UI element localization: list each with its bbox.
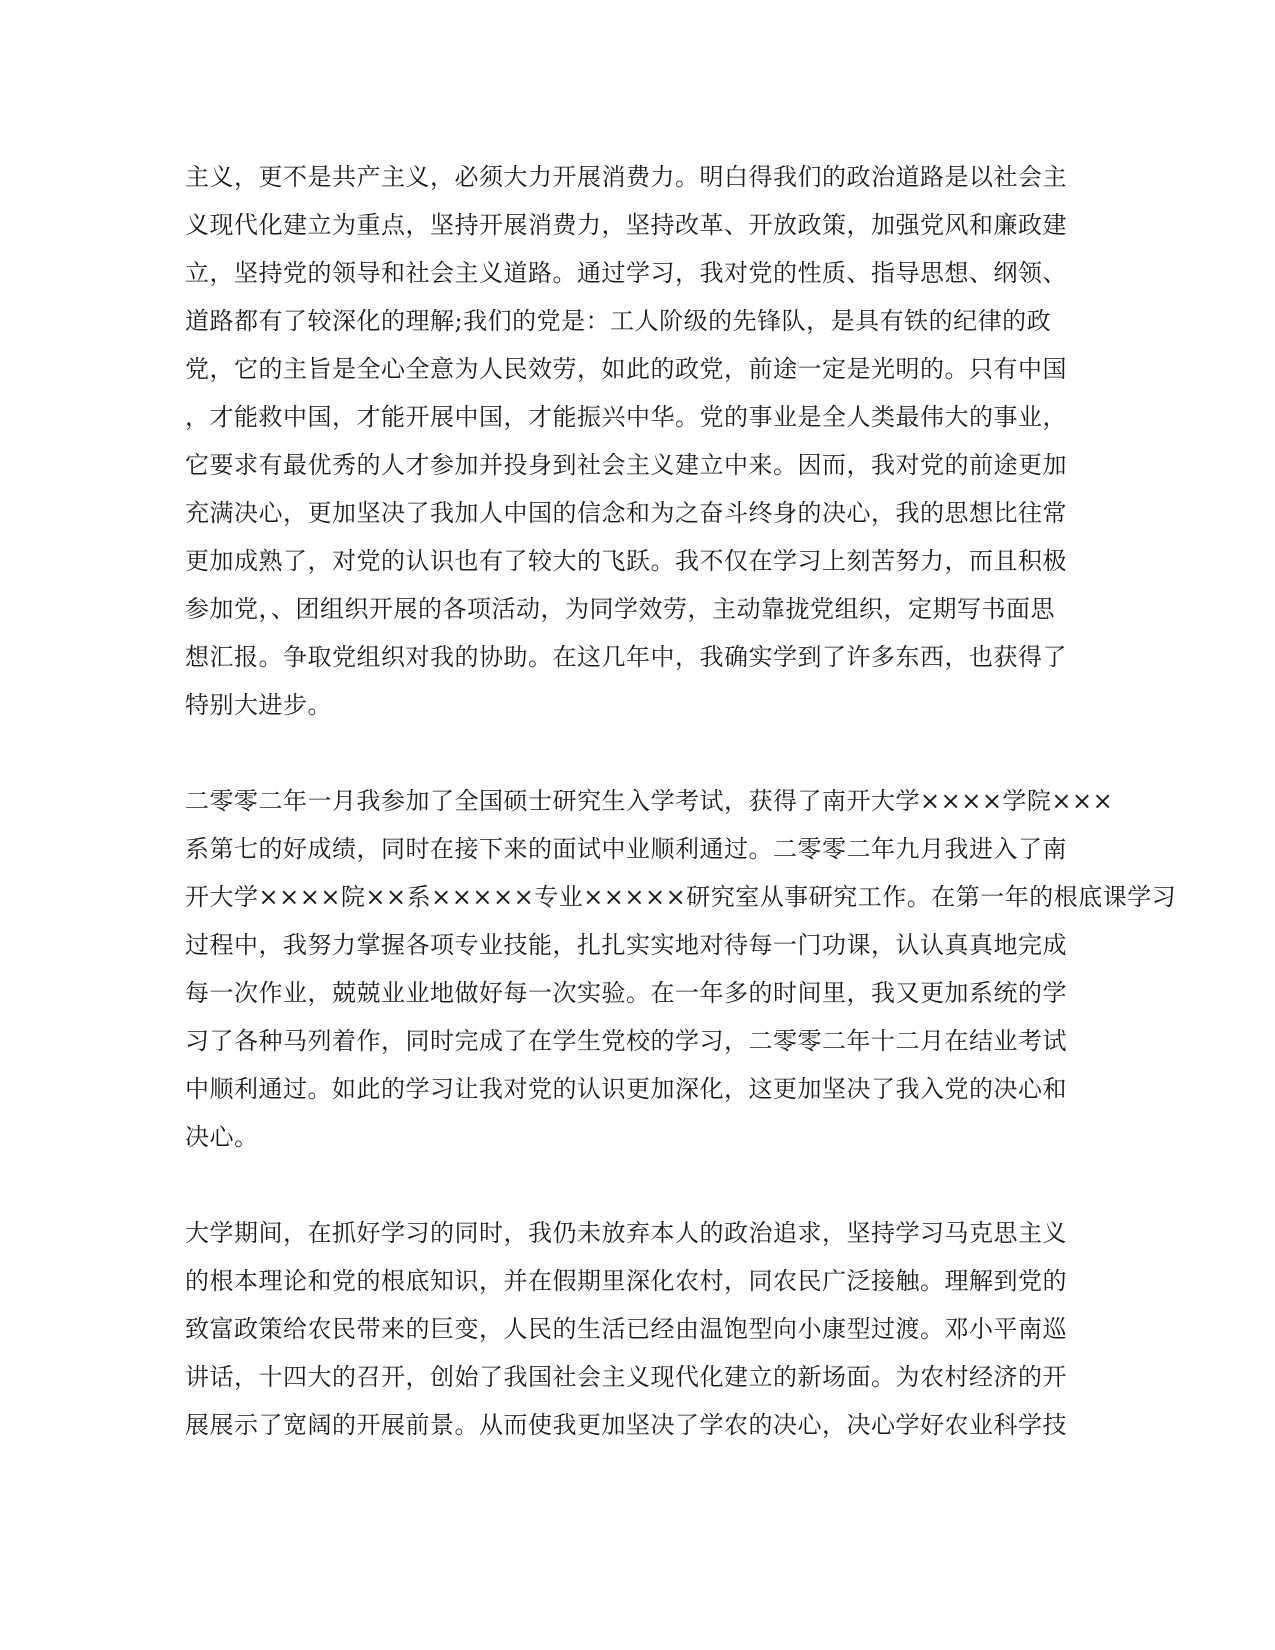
text-line: 决心。 xyxy=(185,1123,259,1151)
text-line: 开大学××××院××系×××××专业×××××研究室从事研究工作。在第一年的根底课学习 xyxy=(185,883,1177,911)
text-line: 中顺利通过。如此的学习让我对党的认识更加深化，这更加坚决了我入党的决心和 xyxy=(185,1075,1067,1103)
text-line: ，才能救中国，才能开展中国，才能振兴中华。党的事业是全人类最伟大的事业， xyxy=(185,403,1067,431)
text-line: 党，它的主旨是全心全意为人民效劳，如此的政党，前途一定是光明的。只有中国 xyxy=(185,355,1067,383)
document-body xyxy=(185,153,1177,1449)
paragraph-party-understanding xyxy=(185,153,1085,729)
text-line: 致富政策给农民带来的巨变，人民的生活已经由温饱型向小康型过渡。邓小平南巡 xyxy=(185,1315,1067,1343)
text-line: 每一次作业，兢兢业业地做好每一次实验。在一年多的时间里，我又更加系统的学 xyxy=(185,979,1067,1007)
text-line: 它要求有最优秀的人才参加并投身到社会主义建立中来。因而，我对党的前途更加 xyxy=(185,451,1067,479)
text-line: 系第七的好成绩，同时在接下来的面试中业顺利通过。二零零二年九月我进入了南 xyxy=(185,835,1067,863)
text-line: 立，坚持党的领导和社会主义道路。通过学习，我对党的性质、指导思想、纲领、 xyxy=(185,259,1067,287)
text-line: 义现代化建立为重点，坚持开展消费力，坚持改革、开放政策，加强党风和廉政建 xyxy=(185,211,1067,239)
text-line: 主义，更不是共产主义，必须大力开展消费力。明白得我们的政治道路是以社会主 xyxy=(185,163,1067,191)
paragraph-graduate-study xyxy=(185,777,1177,1161)
text-line: 特别大进步。 xyxy=(185,691,332,719)
text-line: 二零零二年一月我参加了全国硕士研究生入学考试，获得了南开大学××××学院××× xyxy=(185,787,1114,815)
text-line: 更加成熟了，对党的认识也有了较大的飞跃。我不仅在学习上刻苦努力，而且积极 xyxy=(185,547,1067,575)
text-line: 展展示了宽阔的开展前景。从而使我更加坚决了学农的决心，决心学好农业科学技 xyxy=(185,1411,1067,1439)
text-line: 过程中，我努力掌握各项专业技能，扎扎实实地对待每一门功课，认认真真地完成 xyxy=(185,931,1067,959)
text-line: 充满决心，更加坚决了我加人中国的信念和为之奋斗终身的决心，我的思想比往常 xyxy=(185,499,1067,527)
text-line: 参加党，、团组织开展的各项活动，为同学效劳，主动靠拢党组织，定期写书面思 xyxy=(185,595,1055,623)
text-line: 习了各种马列着作，同时完成了在学生党校的学习，二零零二年十二月在结业考试 xyxy=(185,1027,1067,1055)
text-line: 讲话，十四大的召开，创始了我国社会主义现代化建立的新场面。为农村经济的开 xyxy=(185,1363,1067,1391)
paragraph-university-period xyxy=(185,1209,1085,1449)
text-line: 道路都有了较深化的理解;我们的党是：工人阶级的先锋队，是具有铁的纪律的政 xyxy=(185,307,1052,335)
text-line: 的根本理论和党的根底知识，并在假期里深化农村，同农民广泛接触。理解到党的 xyxy=(185,1267,1067,1295)
text-line: 大学期间，在抓好学习的同时，我仍未放弃本人的政治追求，坚持学习马克思主义 xyxy=(185,1219,1067,1247)
text-line: 想汇报。争取党组织对我的协助。在这几年中，我确实学到了许多东西，也获得了 xyxy=(185,643,1067,671)
